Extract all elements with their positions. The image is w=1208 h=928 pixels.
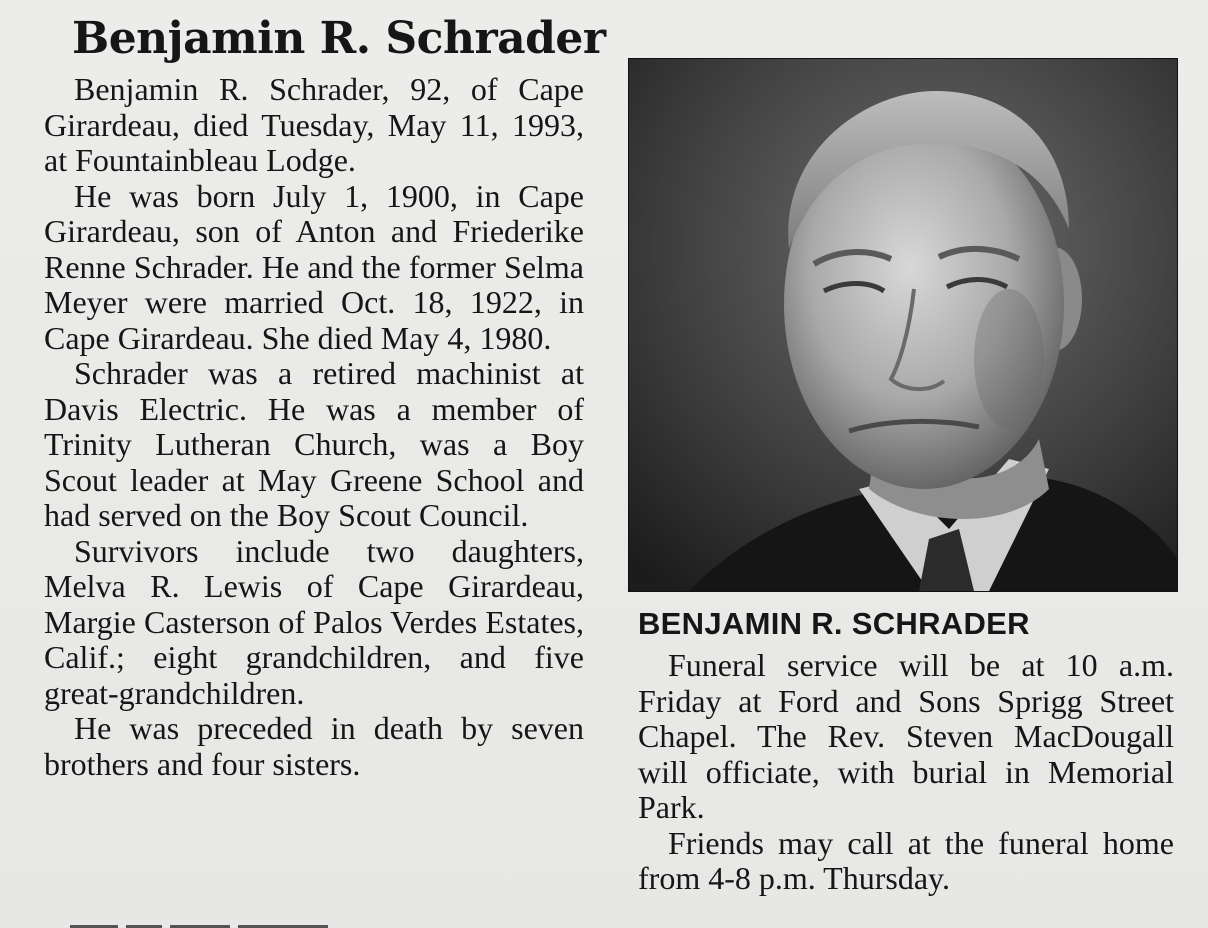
paragraph-death-notice: Benjamin R. Schrader, 92, of Cape Girardeau, died Tuesday, May 11, 1993, at Fountainbleau Lodge. xyxy=(44,71,584,178)
portrait-image xyxy=(629,59,1177,591)
cropped-next-article-fragment xyxy=(70,916,470,928)
portrait-photo xyxy=(628,58,1178,592)
photo-caption: BENJAMIN R. SCHRADER xyxy=(638,606,1030,641)
paragraph-survivors: Survivors include two daughters, Melva R. Lewis of Cape Girardeau, Margie Casterson of Palos Verdes Estates, Calif.; eight grandchildren, and five great-grandchildren. xyxy=(44,532,584,711)
obituary-body-right-column xyxy=(638,648,1174,897)
paragraph-preceded-in-death: He was preceded in death by seven brothers and four sisters. xyxy=(44,710,584,782)
obituary-headline: Benjamin R. Schrader xyxy=(72,13,606,64)
paragraph-career-church: Schrader was a retired machinist at Davis Electric. He was a member of Trinity Lutheran Church, was a Boy Scout leader at May Greene School and had served on the Boy Scout Council. xyxy=(44,355,584,533)
paragraph-birth-marriage: He was born July 1, 1900, in Cape Girardeau, son of Anton and Friederike Renne Schrader. He and the former Selma Meyer were married Oct. 18, 1922, in Cape Girardeau. She died May 4, 1980. xyxy=(44,177,584,356)
paragraph-visitation: Friends may call at the funeral home from 4-8 p.m. Thursday. xyxy=(638,824,1174,896)
obituary-body-left-column xyxy=(44,72,584,782)
paragraph-funeral-service: Funeral service will be at 10 a.m. Friday at Ford and Sons Sprigg Street Chapel. The Rev. Steven MacDougall will officiate, with burial in Memorial Park. xyxy=(638,647,1174,825)
